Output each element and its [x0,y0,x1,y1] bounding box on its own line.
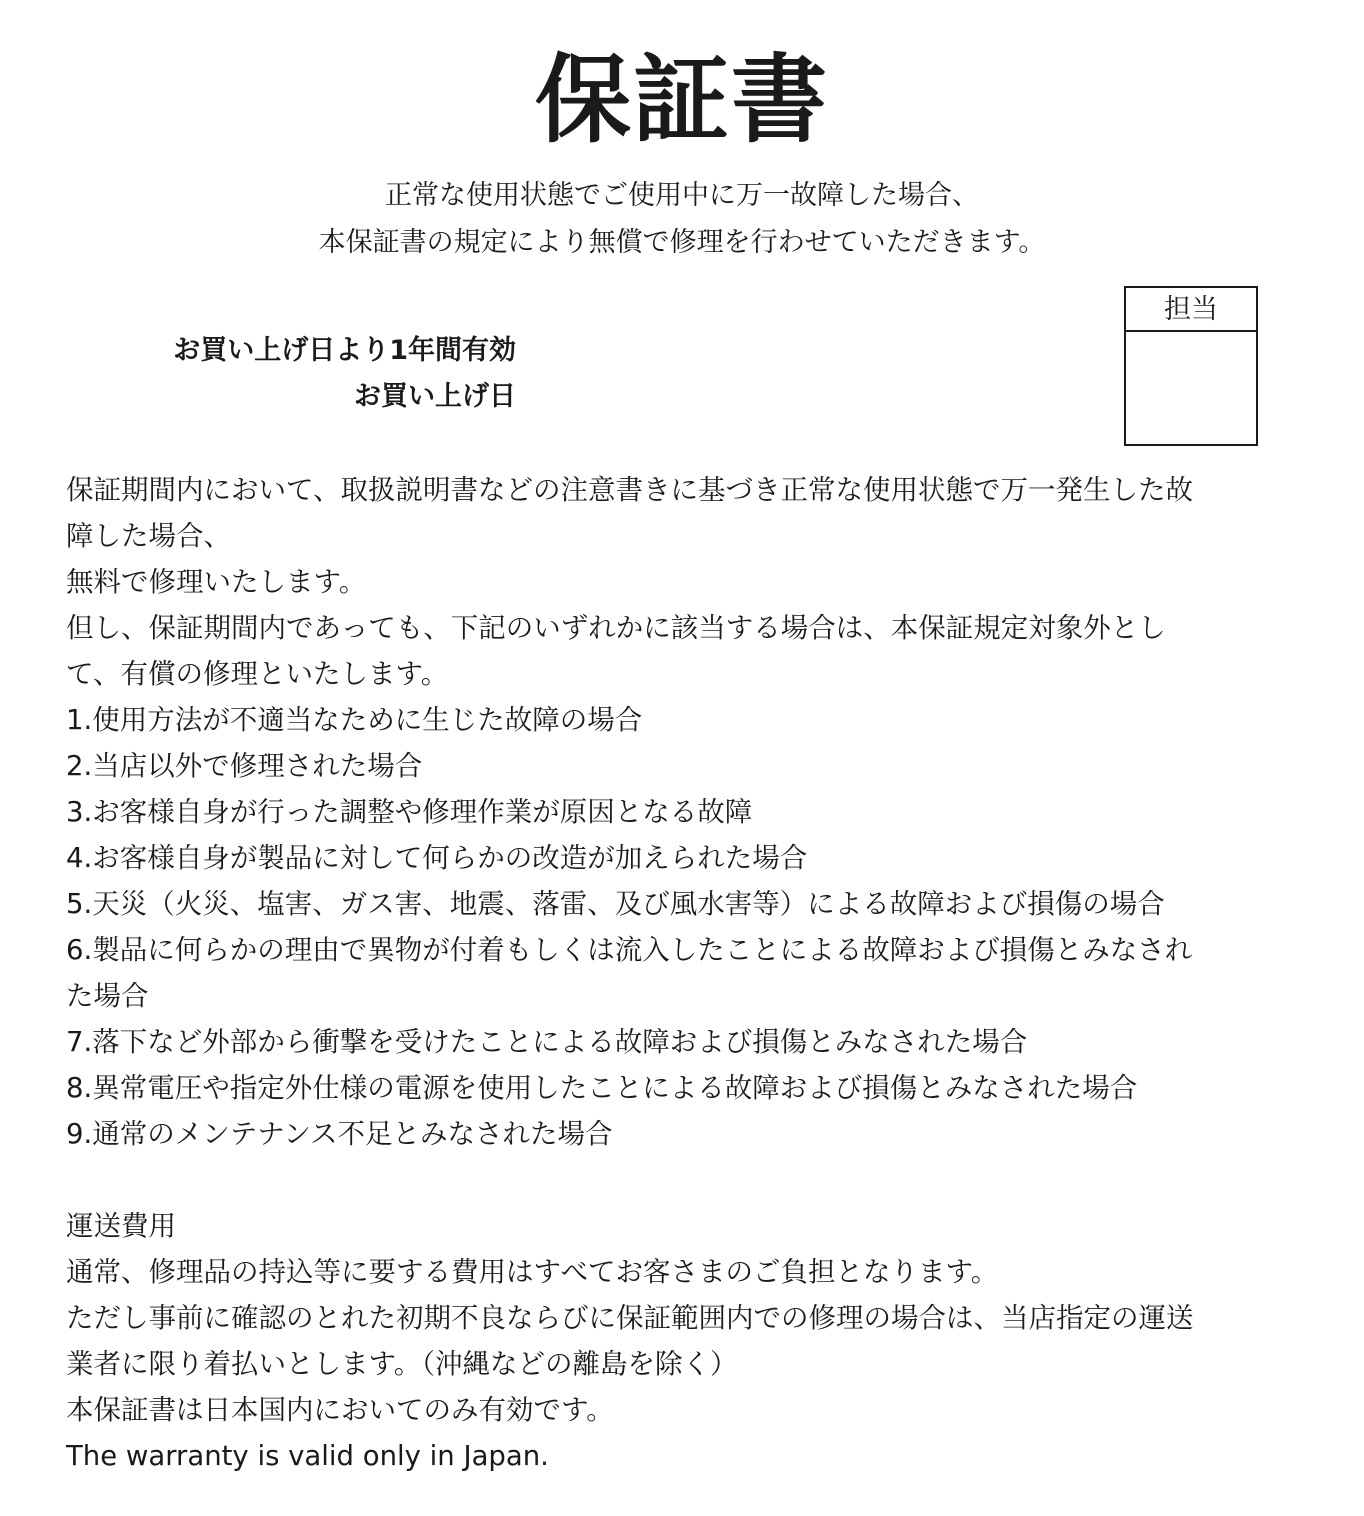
domestic-note: 本保証書は日本国内においてのみ有効です。 [66,1394,614,1426]
shipping-text: 業者に限り着払いとします。（沖縄などの離島を除く） [66,1348,738,1380]
validity-period: お買い上げ日より1年間有効 [173,335,516,366]
exclusion-item: 3.お客様自身が行った調整や修理作業が原因となる故障 [66,796,753,828]
document-title: 保証書 [535,44,829,156]
exclusion-item: 5.天災（火災、塩害、ガス害、地震、落雷、及び風水害等）による故障および損傷の場合 [66,888,1165,920]
shipping-heading: 運送費用 [66,1210,176,1242]
terms-intro-line: 障した場合、 [66,520,231,552]
exclusion-item: 9.通常のメンテナンス不足とみなされた場合 [66,1118,613,1150]
purchase-date-label: お買い上げ日 [354,381,516,412]
intro-line: 正常な使用状態でご使用中に万一故障した場合、 [385,180,979,211]
exception-line: て、有償の修理といたします。 [66,658,449,690]
validity-block [173,328,516,420]
exclusion-item: た場合 [66,980,149,1012]
shipping-text: ただし事前に確認のとれた初期不良ならびに保証範囲内での修理の場合は、当店指定の運送 [66,1302,1194,1334]
exclusion-item: 4.お客様自身が製品に対して何らかの改造が加えられた場合 [66,842,808,874]
staff-stamp-box [1124,286,1258,446]
blank-line [66,1157,1306,1203]
free-repair-text: 無料で修理いたします。 [66,566,367,598]
exclusion-item: 7.落下など外部から衝撃を受けたことによる故障および損傷とみなされた場合 [66,1026,1028,1058]
shipping-text: 通常、修理品の持込等に要する費用はすべてお客さまのご負担となります。 [66,1256,999,1288]
terms-intro-line: 保証期間内において、取扱説明書などの注意書きに基づき正常な使用状態で万一発生した故 [66,474,1193,506]
exclusion-item: 2.当店以外で修理された場合 [66,750,423,782]
exclusion-item: 1.使用方法が不適当なために生じた故障の場合 [66,704,643,736]
english-note: The warranty is valid only in Japan. [66,1440,549,1472]
exclusion-item: 8.異常電圧や指定外仕様の電源を使用したことによる故障および損傷とみなされた場合 [66,1072,1138,1104]
exception-line: 但し、保証期間内であっても、下記のいずれかに該当する場合は、本保証規定対象外とし [66,612,1166,644]
staff-stamp-label: 担当 [1126,288,1256,332]
staff-stamp-area [1126,332,1256,444]
terms-section [66,467,1306,1479]
exclusion-item: 6.製品に何らかの理由で異物が付着もしくは流入したことによる故障および損傷とみなされ [66,934,1193,966]
intro-line: 本保証書の規定により無償で修理を行わせていただきます。 [318,227,1046,258]
intro-text [0,172,1364,266]
